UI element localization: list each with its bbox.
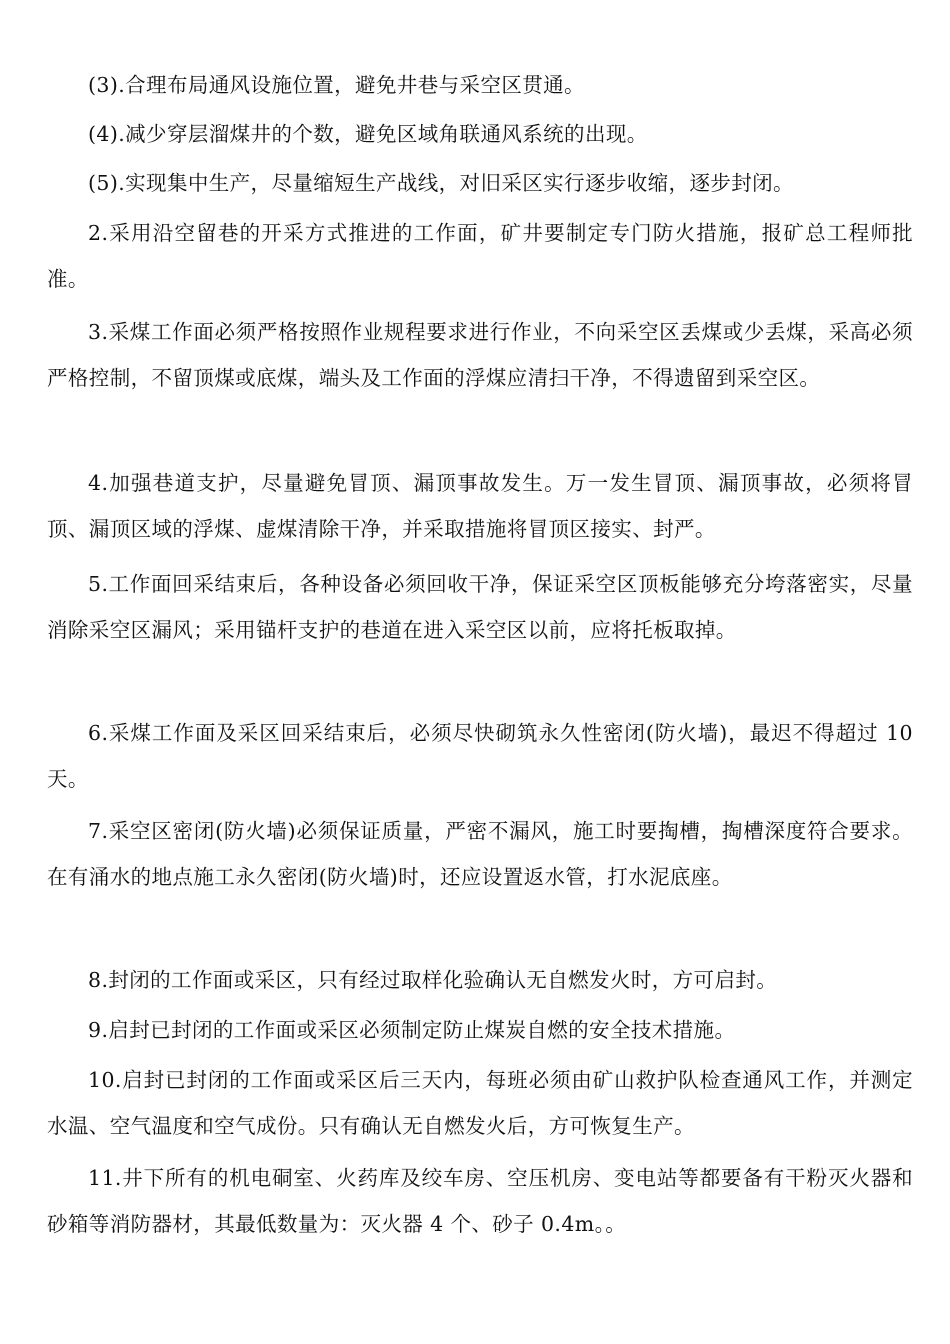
paragraph-item-5: 5.工作面回采结束后，各种设备必须回收干净，保证采空区顶板能够充分垮落密实，尽量消除采空区漏风；采用锚杆支护的巷道在进入采空区以前，应将托板取掉。: [47, 572, 913, 642]
paragraph-item-2: 2.采用沿空留巷的开采方式推进的工作面，矿井要制定专门防火措施，报矿总工程师批准。: [47, 221, 913, 291]
paragraph-3-1-5: (5).实现集中生产，尽量缩短生产战线，对旧采区实行逐步收缩，逐步封闭。: [88, 171, 794, 195]
paragraph-item-10: 10.启封已封闭的工作面或采区后三天内，每班必须由矿山救护队检查通风工作，并测定水温、空气温度和空气成份。只有确认无自燃发火后，方可恢复生产。: [47, 1068, 913, 1138]
paragraph-3-1-4: (4).减少穿层溜煤井的个数，避免区域角联通风系统的出现。: [88, 122, 648, 146]
paragraph-item-3: 3.采煤工作面必须严格按照作业规程要求进行作业，不向采空区丢煤或少丢煤，采高必须严格控制，不留顶煤或底煤，端头及工作面的浮煤应清扫干净，不得遗留到采空区。: [47, 320, 913, 390]
paragraph-item-11: 11.井下所有的机电硐室、火药库及绞车房、空压机房、变电站等都要备有干粉灭火器和砂箱等消防器材，其最低数量为：灭火器 4 个、砂子 0.4m。。: [47, 1166, 913, 1236]
paragraph-item-4: 4.加强巷道支护，尽量避免冒顶、漏顶事故发生。万一发生冒顶、漏顶事故，必须将冒顶、漏顶区域的浮煤、虚煤清除干净，并采取措施将冒顶区接实、封严。: [47, 471, 913, 541]
paragraph-item-8: 8.封闭的工作面或采区，只有经过取样化验确认无自燃发火时，方可启封。: [88, 968, 778, 992]
paragraph-item-9: 9.启封已封闭的工作面或采区必须制定防止煤炭自燃的安全技术措施。: [88, 1018, 736, 1042]
paragraph-3-1-3: (3).合理布局通风设施位置，避免井巷与采空区贯通。: [88, 73, 585, 97]
paragraph-item-6: 6.采煤工作面及采区回采结束后，必须尽快砌筑永久性密闭(防火墙)，最迟不得超过 10 天。: [47, 721, 913, 791]
paragraph-item-7: 7.采空区密闭(防火墙)必须保证质量，严密不漏风，施工时要掏槽，掏槽深度符合要求。在有涌水的地点施工永久密闭(防火墙)时，还应设置返水管，打水泥底座。: [47, 819, 913, 889]
